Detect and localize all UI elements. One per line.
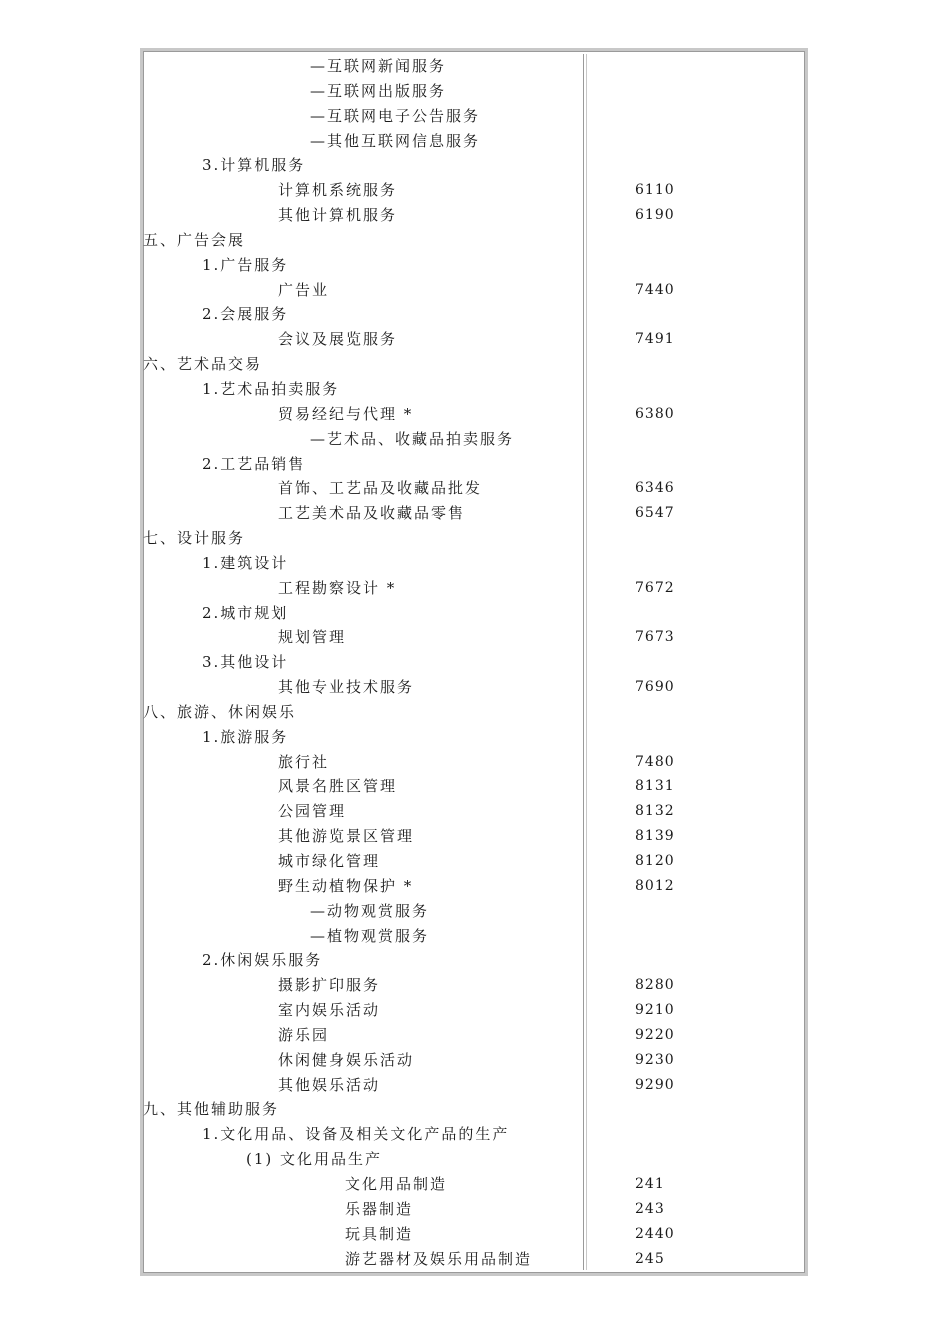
category-name: 游艺器材及娱乐用品制造 [345,1249,533,1268]
industry-code: 8139 [635,828,675,845]
category-name: 城市绿化管理 [278,852,381,870]
table-row [0,327,950,352]
table-row [0,700,950,725]
category-name: —艺术品、收藏品拍卖服务 [310,429,515,448]
category-name: 其他游览景区管理 [278,827,415,846]
category-name: 3.其他设计 [202,653,289,672]
category-name: 2.城市规划 [202,603,289,622]
table-row [0,948,950,973]
industry-code: 8131 [635,778,675,795]
category-name: 休闲健身娱乐活动 [278,1050,415,1069]
table-row [0,551,950,576]
category-name: —互联网新闻服务 [310,57,447,75]
category-name: 2.会展服务 [202,305,289,324]
table-row [0,1172,950,1197]
table-row [0,203,950,228]
category-name: 会议及展览服务 [278,330,398,349]
table-row [0,899,950,924]
table-row [0,129,950,154]
table-row [0,302,950,327]
category-name: 室内娱乐活动 [278,1001,381,1020]
table-row [0,377,950,402]
table-row [0,1247,950,1272]
category-name: 3.计算机服务 [202,156,306,175]
industry-code: 7690 [635,679,675,696]
category-name: 风景名胜区管理 [278,777,398,796]
category-name: 广告业 [278,280,330,299]
table-row [0,725,950,750]
table-row [0,576,950,601]
category-name: 首饰、工艺品及收藏品批发 [278,479,483,498]
category-name: 其他娱乐活动 [278,1075,381,1094]
category-name: 六、艺术品交易 [143,355,263,374]
category-name: 1.旅游服务 [202,727,289,746]
category-name: 其他计算机服务 [278,206,398,225]
table-row [0,924,950,949]
category-name: 野生动植物保护 * [278,876,414,895]
table-row [0,675,950,700]
table-row [0,625,950,650]
category-name: —互联网出版服务 [310,81,447,100]
table-row [0,874,950,899]
table-row [0,228,950,253]
table-row [0,849,950,874]
table-row [0,402,950,427]
table-row [0,1097,950,1122]
table-row [0,178,950,203]
category-name: 规划管理 [278,628,347,647]
category-name: 计算机系统服务 [278,181,398,200]
category-name: 文化用品制造 [345,1174,448,1193]
table-row [0,501,950,526]
industry-code: 9230 [635,1051,675,1068]
category-name: 八、旅游、休闲娱乐 [143,702,297,721]
category-name: 摄影扩印服务 [278,976,381,995]
table-row [0,1023,950,1048]
category-name: 1.文化用品、设备及相关文化产品的生产 [202,1125,510,1144]
industry-code: 8120 [635,853,675,869]
category-name: 五、广告会展 [143,230,246,249]
industry-code: 9220 [635,1026,675,1043]
table-row [0,774,950,799]
category-name: 2.工艺品销售 [202,454,306,473]
table-row [0,824,950,849]
table-row [0,1048,950,1073]
table-row [0,427,950,452]
category-name: 玩具制造 [345,1224,414,1243]
table-row [0,476,950,501]
industry-code: 6346 [635,480,675,497]
table-row [0,601,950,626]
table-row [0,750,950,775]
category-name: 工艺美术品及收藏品零售 [278,504,466,523]
industry-code: 7440 [635,281,675,298]
industry-code: 7491 [635,331,675,348]
category-name: 七、设计服务 [143,529,246,548]
category-name: 其他专业技术服务 [278,678,415,697]
table-row [0,253,950,278]
category-name: 1.艺术品拍卖服务 [202,379,340,398]
category-name: 九、其他辅助服务 [143,1100,280,1119]
category-name: 贸易经纪与代理 * [278,404,414,423]
table-row [0,104,950,129]
category-name: —互联网电子公告服务 [310,106,481,125]
category-name: 2.休闲娱乐服务 [202,951,323,970]
industry-code: 8280 [635,977,675,994]
table-row [0,452,950,477]
category-name: —动物观赏服务 [310,901,430,920]
category-name: 乐器制造 [345,1199,414,1218]
table-row [0,799,950,824]
classification-table [0,54,950,1271]
table-row [0,54,950,79]
category-name: 游乐园 [278,1025,330,1044]
industry-code: 9290 [635,1076,675,1093]
table-row [0,1197,950,1222]
industry-code: 8012 [635,877,675,894]
table-row [0,352,950,377]
table-row [0,1222,950,1247]
industry-code: 6110 [635,182,675,199]
table-row [0,1147,950,1172]
category-name: 1.广告服务 [202,255,289,274]
industry-code: 7673 [635,629,675,646]
industry-code: 6380 [635,405,675,422]
category-name: —植物观赏服务 [310,926,430,945]
table-row [0,1073,950,1098]
industry-code: 245 [635,1250,665,1267]
category-name: 公园管理 [278,802,347,821]
industry-code: 7480 [635,753,675,770]
category-name: (1) 文化用品生产 [246,1150,383,1169]
table-row [0,973,950,998]
table-row [0,278,950,303]
industry-code: 8132 [635,803,675,820]
industry-code: 6190 [635,207,675,224]
category-name: 旅行社 [278,752,330,771]
category-name: 1.建筑设计 [202,553,289,572]
table-row [0,650,950,675]
category-name: 工程勘察设计 * [278,578,397,597]
category-name: —其他互联网信息服务 [310,131,481,150]
industry-code: 9210 [635,1002,675,1019]
industry-code: 7672 [635,579,675,596]
industry-code: 2440 [635,1225,675,1242]
industry-code: 243 [635,1200,665,1217]
table-row [0,79,950,104]
table-row [0,998,950,1023]
table-row [0,153,950,178]
industry-code: 241 [635,1175,665,1192]
industry-code: 6547 [635,505,675,522]
table-row [0,526,950,551]
table-row [0,1122,950,1147]
